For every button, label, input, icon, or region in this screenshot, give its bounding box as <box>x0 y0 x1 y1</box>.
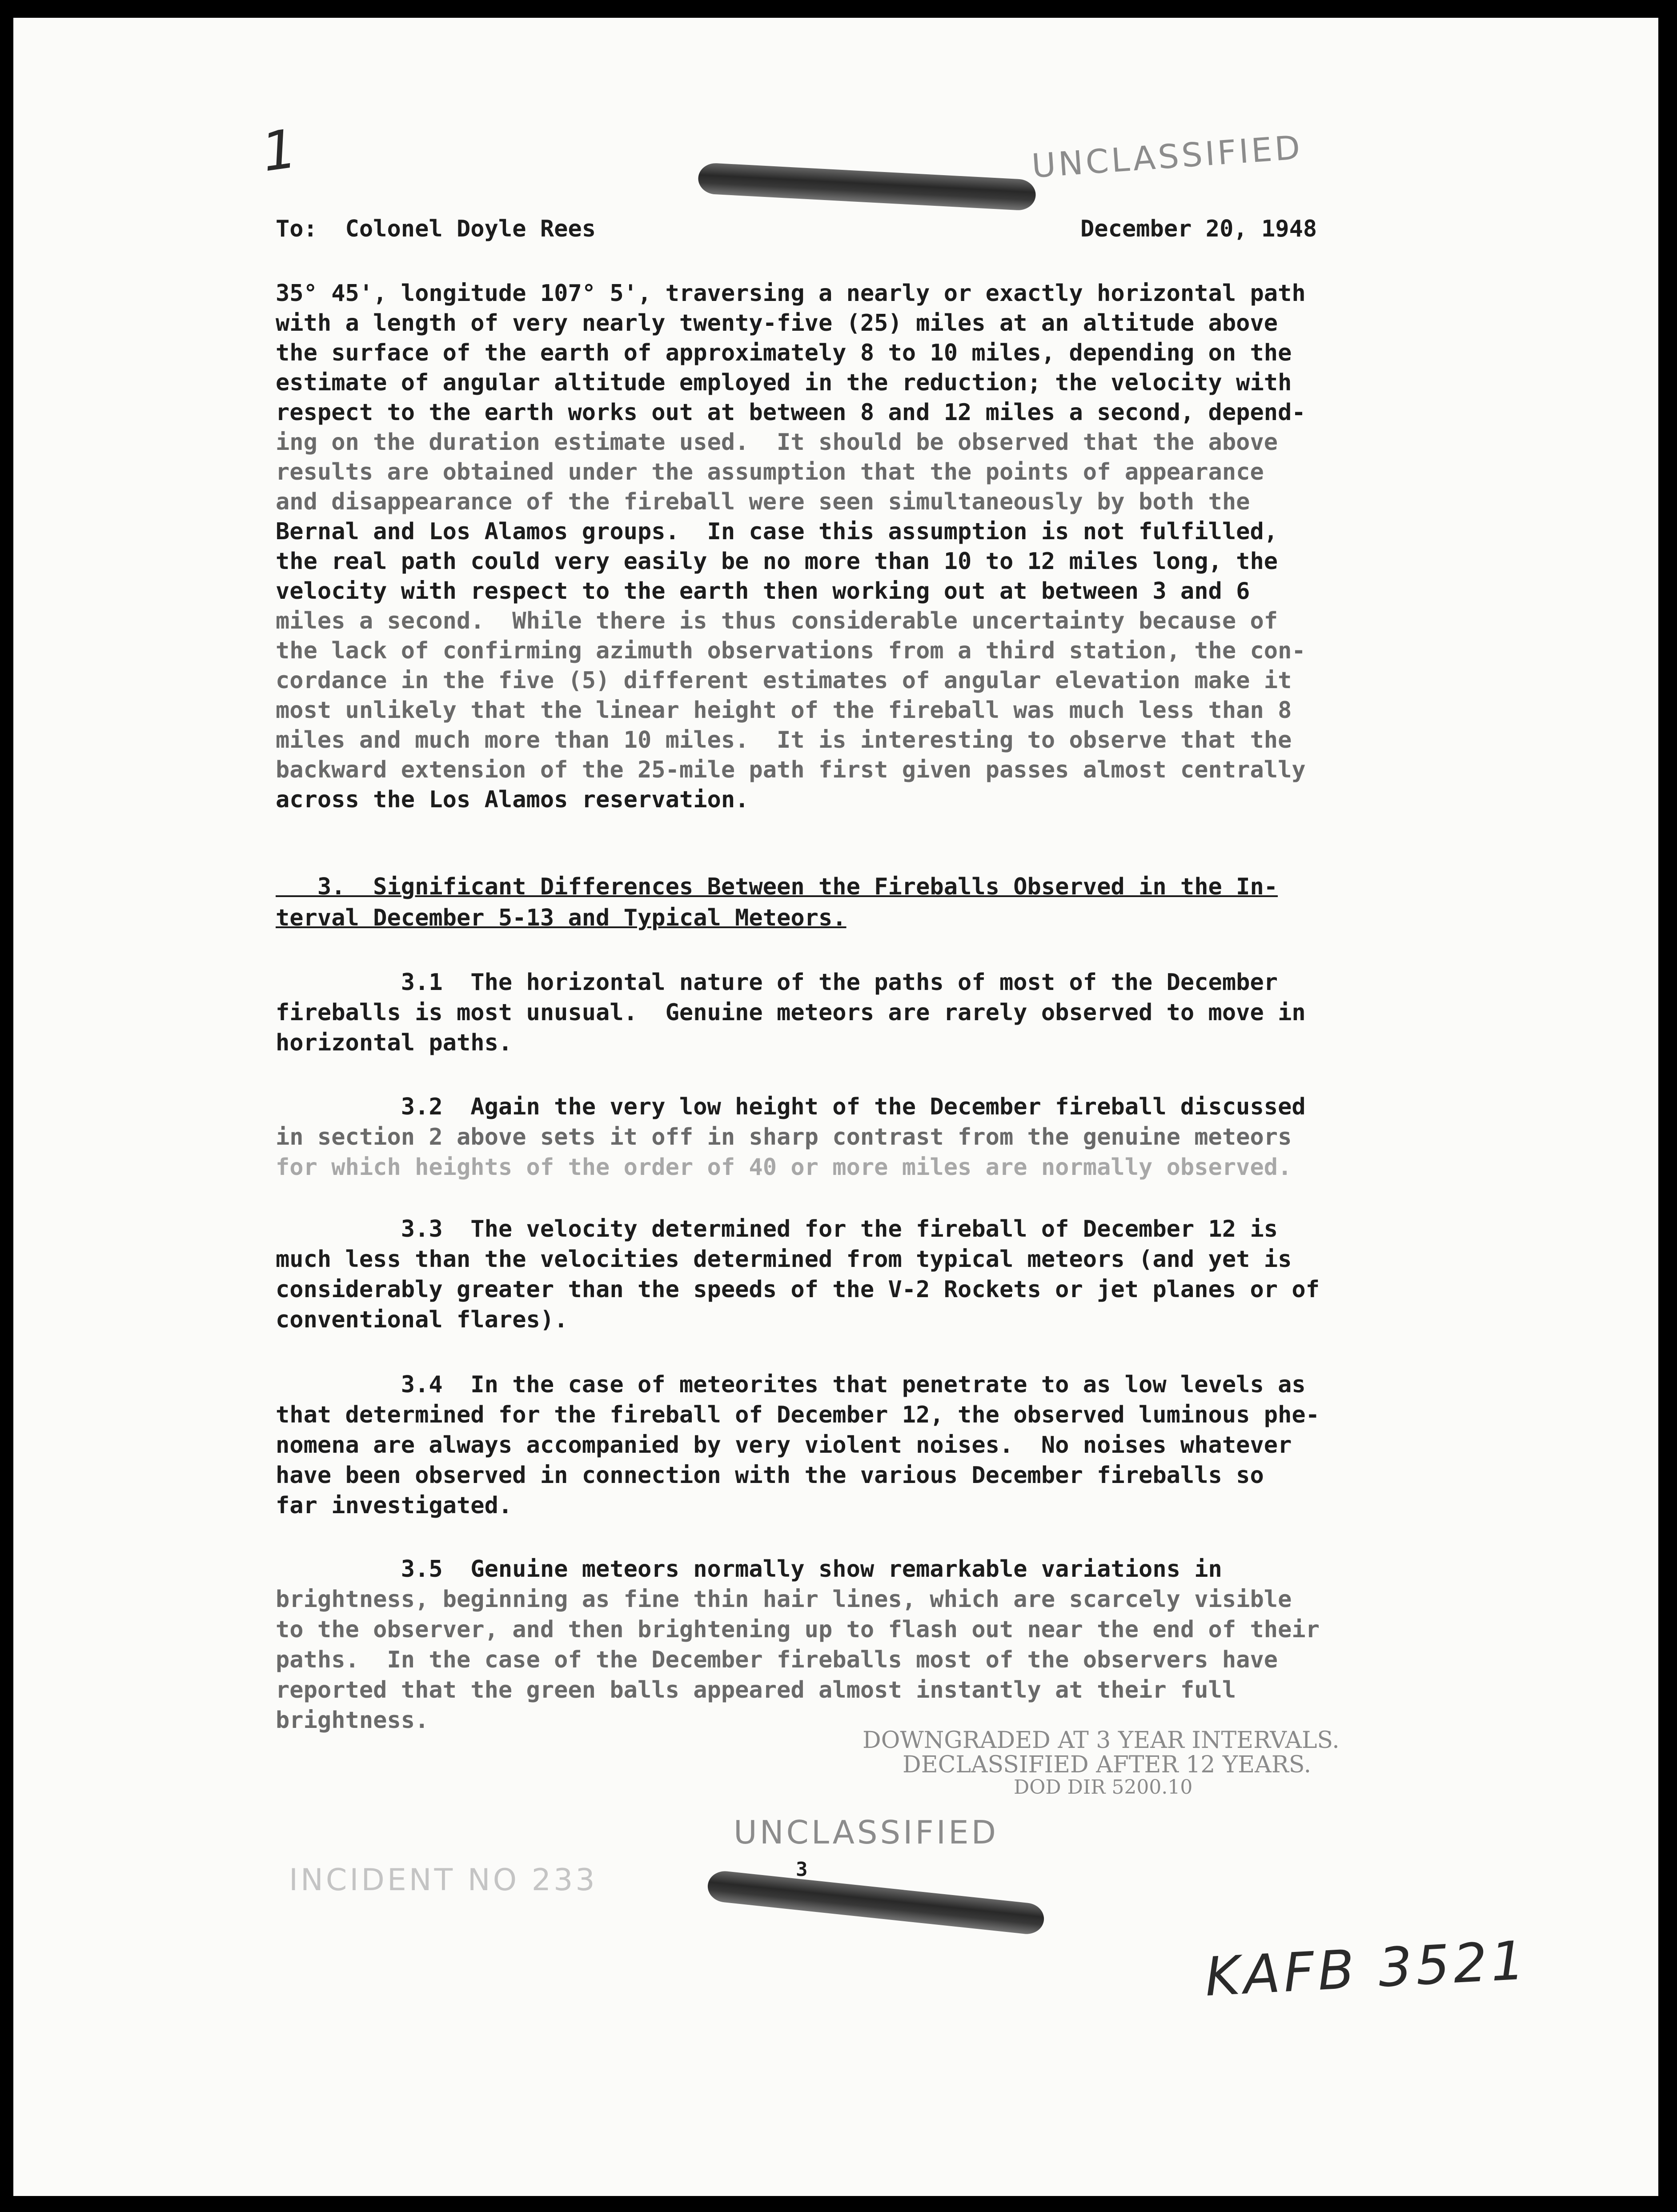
body-line: estimate of angular altitude employed in the reduction; the velocity with <box>276 369 1292 396</box>
downgrade-stamp-line-3: DOD DIR 5200.10 <box>1014 1776 1193 1799</box>
body-line: respect to the earth works out at between 8 and 12 miles a second, depend- <box>276 399 1306 426</box>
body-line: and disappearance of the fireball were seen simultaneously by both the <box>276 489 1250 515</box>
paragraph-1-line: horizontal paths. <box>276 1030 513 1056</box>
paragraph-1-line: 3.1 The horizontal nature of the paths of most of the December <box>276 969 1278 996</box>
paragraph-2-line: for which heights of the order of 40 or more miles are normally observed. <box>276 1154 1292 1181</box>
classification-stamp-bottom: UNCLASSIFIED <box>734 1814 999 1851</box>
body-line: ing on the duration estimate used. It should be observed that the above <box>276 429 1278 456</box>
paragraph-4-line: have been observed in connection with the various December fireballs so <box>276 1462 1264 1489</box>
body-line: miles and much more than 10 miles. It is interesting to observe that the <box>276 727 1292 753</box>
body-line: the real path could very easily be no more than 10 to 12 miles long, the <box>276 548 1278 575</box>
paragraph-4-line: far investigated. <box>276 1492 513 1519</box>
body-line: cordance in the five (5) different estimates of angular elevation make it <box>276 667 1292 694</box>
paragraph-1-line: fireballs is most unusual. Genuine meteors are rarely observed to move in <box>276 999 1306 1026</box>
downgrade-stamp-line-1: DOWNGRADED AT 3 YEAR INTERVALS. <box>863 1727 1340 1754</box>
paragraph-4-line: that determined for the fireball of December 12, the observed luminous phe- <box>276 1402 1320 1428</box>
page-number: 3 <box>796 1858 808 1881</box>
paragraph-5-line: reported that the green balls appeared almost instantly at their full <box>276 1677 1236 1703</box>
section-heading-line-2: terval December 5-13 and Typical Meteors. <box>276 905 847 931</box>
page-mark: 1 <box>258 118 301 184</box>
body-line: the surface of the earth of approximately 8 to 10 miles, depending on the <box>276 340 1292 366</box>
redaction-bar-top <box>698 162 1037 211</box>
classification-stamp-top: UNCLASSIFIED <box>1030 128 1304 186</box>
recipient-line: To: Colonel Doyle Rees <box>276 216 596 242</box>
body-line: backward extension of the 25-mile path first given passes almost centrally <box>276 757 1306 783</box>
letter-date: December 20, 1948 <box>1080 216 1317 242</box>
redaction-bar-bottom <box>706 1869 1045 1936</box>
body-line: most unlikely that the linear height of the fireball was much less than 8 <box>276 697 1292 724</box>
body-line: across the Los Alamos reservation. <box>276 786 749 813</box>
body-line: results are obtained under the assumption that the points of appearance <box>276 459 1264 485</box>
downgrade-stamp-line-2: DECLASSIFIED AFTER 12 YEARS. <box>903 1751 1312 1778</box>
body-line: the lack of confirming azimuth observations from a third station, the con- <box>276 637 1306 664</box>
paragraph-3-line: conventional flares). <box>276 1306 568 1333</box>
handwritten-reference: KAFB 3521 <box>1203 1930 1530 2008</box>
body-line: velocity with respect to the earth then working out at between 3 and 6 <box>276 578 1250 605</box>
paragraph-3-line: considerably greater than the speeds of the V-2 Rockets or jet planes or of <box>276 1276 1320 1303</box>
paragraph-5-line: brightness, beginning as fine thin hair lines, which are scarcely visible <box>276 1586 1292 1613</box>
paragraph-4-line: 3.4 In the case of meteorites that penetrate to as low levels as <box>276 1371 1306 1398</box>
incident-number: INCIDENT NO 233 <box>289 1863 598 1898</box>
paragraph-5-line: 3.5 Genuine meteors normally show remarkable variations in <box>276 1556 1222 1583</box>
paragraph-3-line: 3.3 The velocity determined for the fireball of December 12 is <box>276 1216 1278 1242</box>
body-line: with a length of very nearly twenty-five (25) miles at an altitude above <box>276 310 1278 337</box>
paragraph-5-line: to the observer, and then brightening up to flash out near the end of their <box>276 1616 1320 1643</box>
paragraph-2-line: in section 2 above sets it off in sharp contrast from the genuine meteors <box>276 1124 1292 1150</box>
body-line: 35° 45', longitude 107° 5', traversing a nearly or exactly horizontal path <box>276 280 1306 307</box>
document-page <box>13 18 1658 2196</box>
paragraph-5-line: brightness. <box>276 1707 429 1734</box>
body-line: Bernal and Los Alamos groups. In case this assumption is not fulfilled, <box>276 518 1278 545</box>
body-line: miles a second. While there is thus considerable uncertainty because of <box>276 608 1278 634</box>
section-heading-line-1: 3. Significant Differences Between the Fireballs Observed in the In- <box>276 874 1278 900</box>
paragraph-5-line: paths. In the case of the December fireballs most of the observers have <box>276 1647 1278 1673</box>
paragraph-3-line: much less than the velocities determined from typical meteors (and yet is <box>276 1246 1292 1273</box>
paragraph-2-line: 3.2 Again the very low height of the December fireball discussed <box>276 1094 1306 1120</box>
paragraph-4-line: nomena are always accompanied by very violent noises. No noises whatever <box>276 1432 1292 1459</box>
